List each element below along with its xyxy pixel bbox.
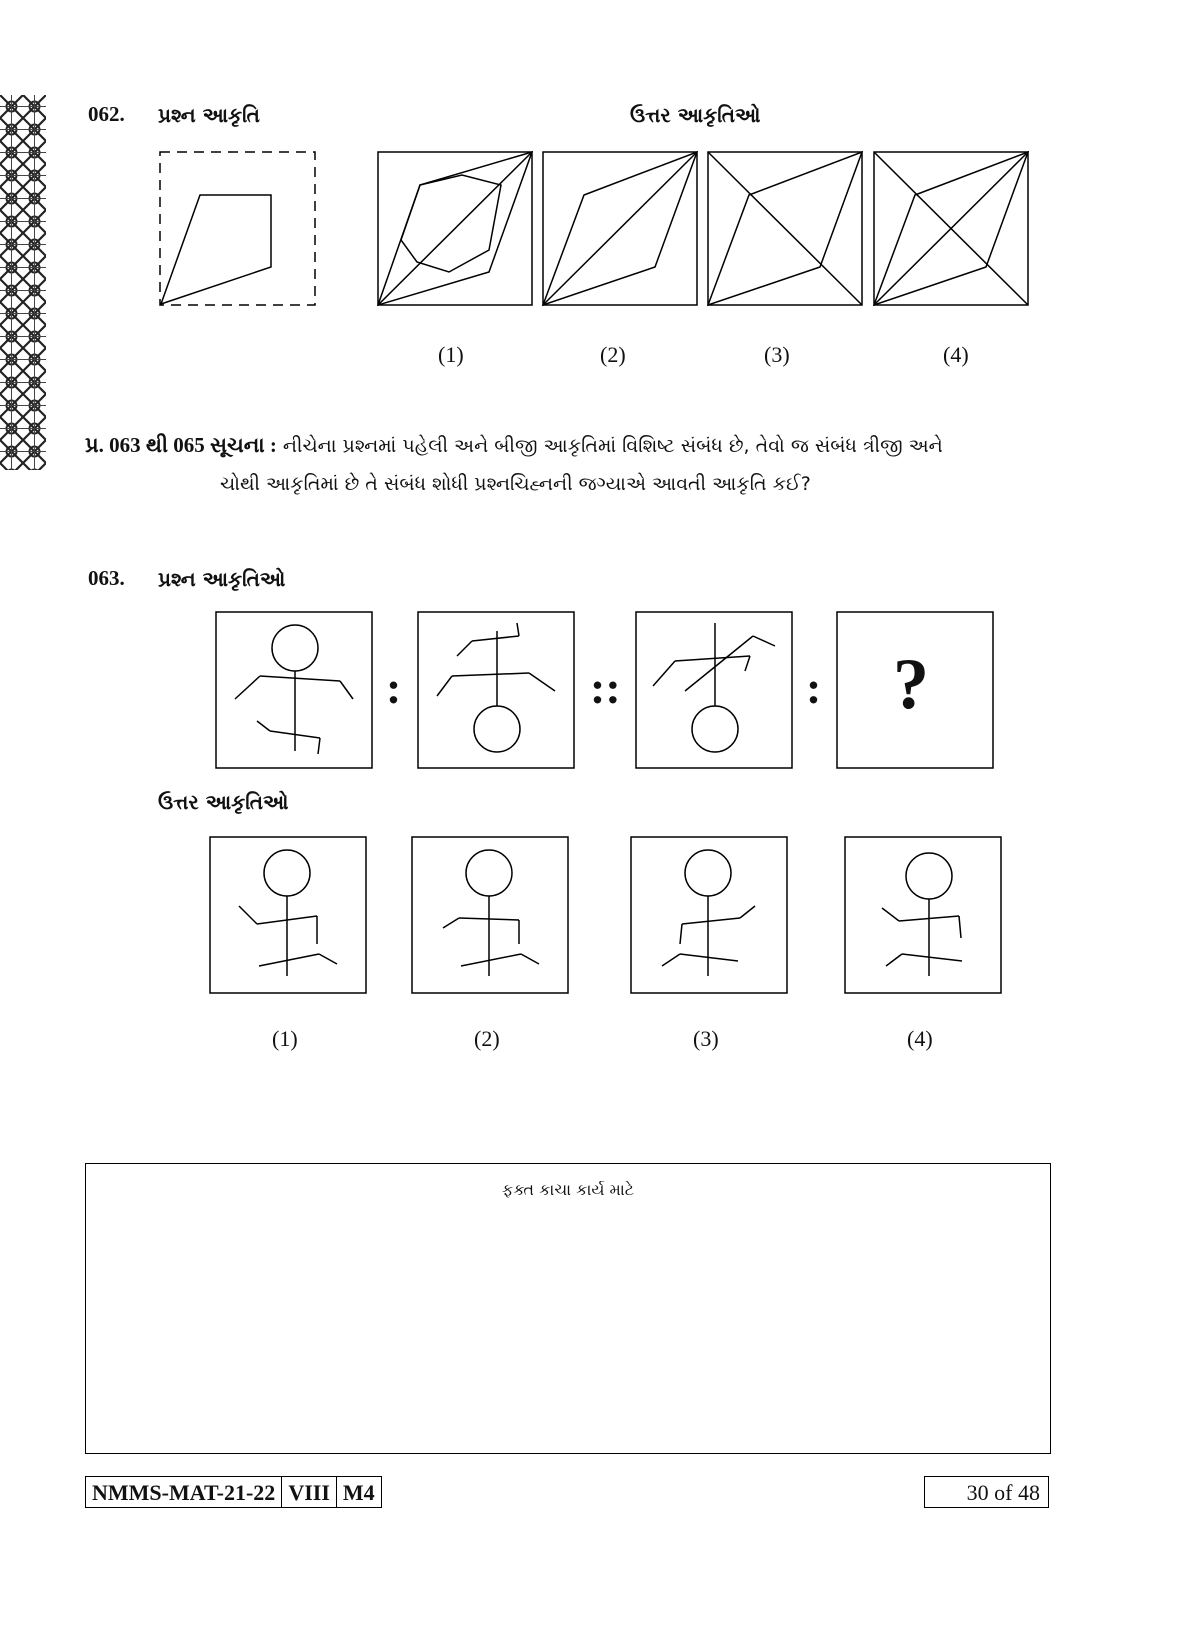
footer-exam-code: NMMS-MAT-21-22 [86,1477,282,1507]
page-number: 30 of 48 [924,1476,1049,1508]
footer-code-box [85,1476,382,1508]
q62-option-label-1: (1) [438,342,464,367]
q62-option-label-3: (3) [764,342,790,367]
q63-option-figure-4[interactable] [844,836,1002,994]
q62-option-label-2: (2) [600,342,626,367]
q62-option-figure-4[interactable] [873,150,1030,308]
q63-number: 063. [88,566,125,590]
instruction-line-1: નીચેના પ્રશ્નમાં પહેલી અને બીજી આકૃતિમાં વિશિષ્ટ સંબંધ છે, તેવો જ સંબંધ ત્રીજી અને [282,435,943,457]
q63-question-figure-1 [215,611,373,769]
decorative-border [0,95,46,470]
q63-option-label-1: (1) [272,1026,298,1051]
rough-work-box [85,1163,1051,1454]
q63-option-figure-1[interactable] [209,836,367,994]
q63-option-label-2: (2) [474,1026,500,1051]
q63-option-label-3: (3) [693,1026,719,1051]
ratio-separator-2: : [806,662,822,713]
q63-option-figure-2[interactable] [411,836,569,994]
ratio-separator-double: :: [590,662,621,713]
footer-standard: VIII [282,1477,337,1507]
footer-set: M4 [342,1480,375,1505]
q63-question-label: પ્રશ્ન આકૃતિઓ [158,567,286,591]
q62-number: 062. [88,102,125,126]
q63-answer-label: ઉત્તર આકૃતિઓ [158,790,289,814]
q62-question-figure [158,150,318,308]
unknown-figure-mark: ? [893,644,929,724]
rough-work-label: ફક્ત કાચા કાર્ય માટે [501,1180,635,1199]
instruction-block [85,426,1060,503]
q63-question-figure-2 [417,611,575,769]
q62-answer-label: ઉત્તર આકૃતિઓ [630,103,761,127]
instruction-prefix: પ્ર. 063 થી 065 સૂચના : [85,433,277,457]
q62-option-figure-2[interactable] [542,150,699,308]
q63-option-figure-3[interactable] [630,836,788,994]
q63-question-figure-3 [635,611,793,769]
instruction-line-2: ચોથી આકૃતિમાં છે તે સંબંધ શોધી પ્રશ્નચિહ્નની જગ્યાએ આવતી આકૃતિ કઈ? [220,473,811,495]
ratio-separator-1: : [386,662,402,713]
q62-option-figure-3[interactable] [707,150,864,308]
q62-option-figure-1[interactable] [377,150,534,308]
q63-option-label-4: (4) [907,1026,933,1051]
q62-option-label-4: (4) [943,342,969,367]
q62-question-label: પ્રશ્ન આકૃતિ [158,103,260,127]
